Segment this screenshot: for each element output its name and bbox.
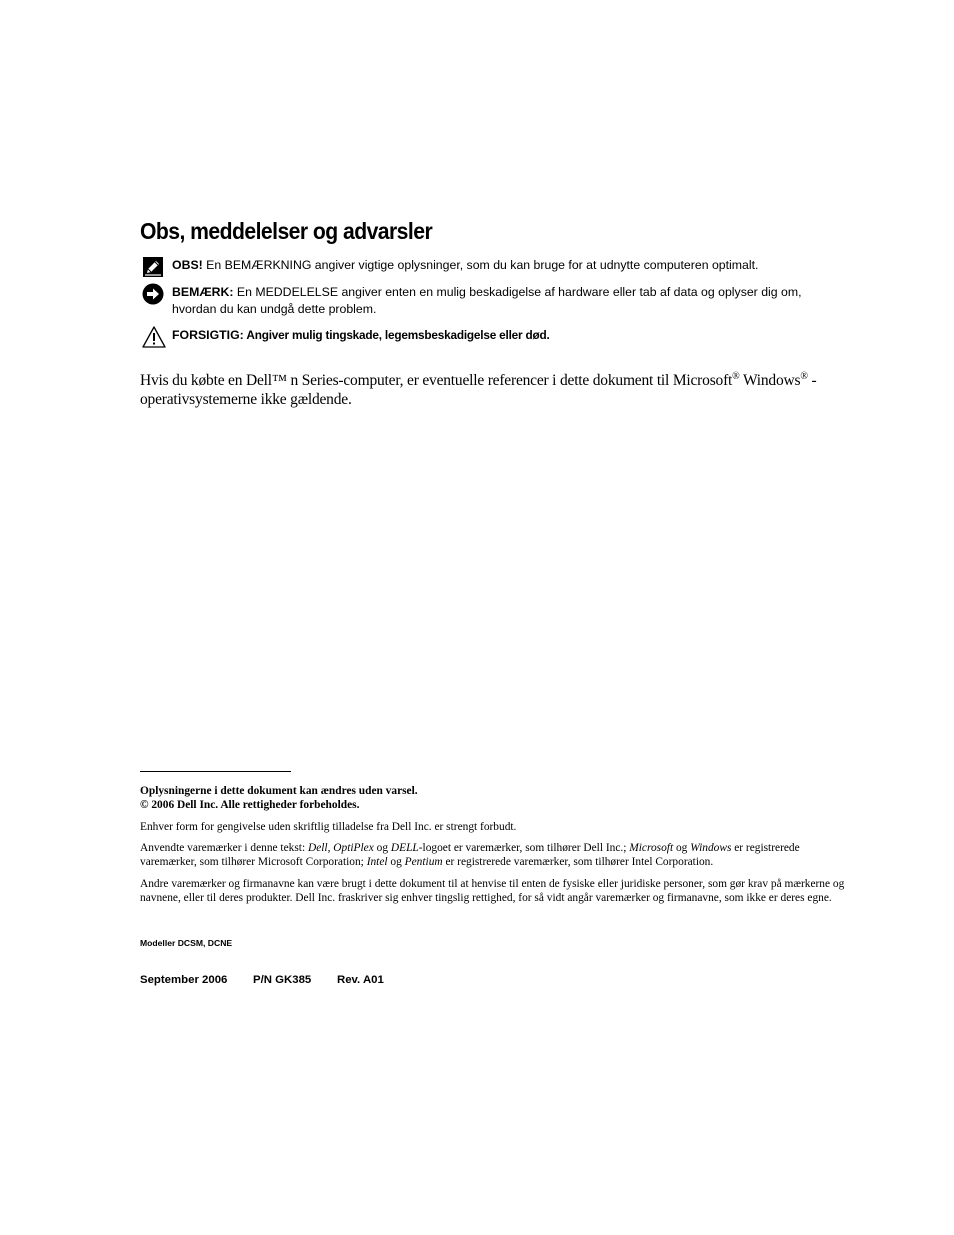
caution-label: FORSIGTIG: (172, 328, 244, 342)
registered-mark: ® (800, 371, 808, 382)
warning-triangle-icon (142, 326, 164, 348)
trademark-microsoft: Microsoft (629, 842, 674, 854)
trademark-text: er registrerede varemærker, som tilhører Microsoft Corporation; (140, 842, 800, 868)
trademark-text: , (327, 842, 334, 854)
trademark-paragraph (140, 841, 845, 869)
trademark-dell: Dell (307, 842, 328, 854)
trademark-pentium: Pentium (404, 856, 443, 868)
caution-description: Angiver mulig tingskade, legemsbeskadigelse eller død. (243, 328, 550, 342)
obs-description: En BEMÆRKNING angiver vigtige oplysninger, som du kan bruge for at udnytte computeren optimalt. (202, 258, 759, 272)
part-number: P/N GK385 (253, 974, 312, 986)
arrow-circle-icon (142, 283, 164, 305)
obs-note (140, 256, 844, 278)
reproduction-notice: Enhver form for gengivelse uden skriftlig tilladelse fra Dell Inc. er strengt forbudt. (140, 821, 517, 833)
caution-note-text (172, 327, 844, 344)
notice-description: En MEDDELELSE angiver enten en mulig beskadigelse af hardware eller tab af data og oplyser dig om, hvordan du kan undgå dette problem. (172, 285, 802, 316)
trademark-text: er registrerede varemærker, som tilhører Intel Corporation. (442, 856, 714, 868)
obs-note-text (172, 257, 844, 274)
intro-text-1: Hvis du købte en Dell™ n Series-computer, er eventuelle referencer i dette dokument til Microsoft (140, 372, 733, 390)
pencil-note-icon (142, 256, 164, 278)
intro-text-3: -operativsystemerne ikke gældende. (140, 372, 817, 408)
copyright-line: © 2006 Dell Inc. Alle rettigheder forbeholdes. (140, 799, 360, 811)
change-notice: Oplysningerne i dette dokument kan ændres uden varsel. (140, 785, 418, 797)
trademark-text: Anvendte varemærker i denne tekst: (140, 842, 308, 854)
trademark-text: og (673, 842, 691, 854)
other-trademarks-paragraph: Andre varemærker og firmanavne kan være brugt i dette dokument til at henvise til enten de fysiske eller juridiske personer, som gør krav på mærkerne og navnene, eller til deres produkter. Dell Inc. fraskriver sig enhver tingslig rettighed, for så vidt angår varemærker og firmanavne, som ikke er deres egne. (140, 878, 845, 904)
registered-mark: ® (732, 371, 740, 382)
notice-note-text (172, 284, 844, 318)
caution-note (140, 326, 844, 348)
obs-label: OBS! (172, 258, 203, 272)
trademark-text: og (387, 856, 405, 868)
trademark-optiplex: OptiPlex (333, 842, 374, 854)
publication-date: September 2006 (140, 974, 228, 986)
page-title: Obs, meddelelser og advarsler (140, 218, 433, 244)
trademark-intel: Intel (366, 856, 388, 868)
trademark-dell-logo: DELL (390, 842, 419, 854)
trademark-text: og (373, 842, 391, 854)
intro-text-2: Windows (739, 372, 801, 390)
notice-note (140, 283, 844, 319)
revision: Rev. A01 (337, 974, 384, 986)
n-series-paragraph (140, 368, 850, 409)
trademark-windows: Windows (690, 842, 732, 854)
trademark-text: -logoet er varemærker, som tilhører Dell Inc.; (418, 842, 630, 854)
model-numbers: Modeller DCSM, DCNE (140, 938, 233, 948)
notice-label: BEMÆRK: (172, 285, 234, 299)
footnote-divider (140, 771, 291, 772)
